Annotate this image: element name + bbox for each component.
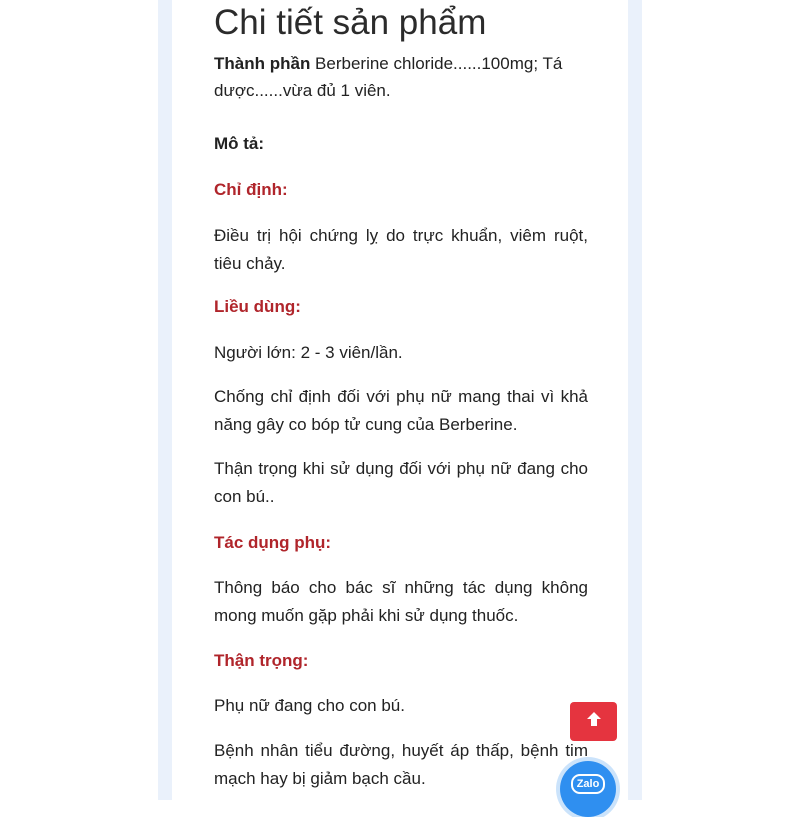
arrow-up-icon: [585, 710, 603, 733]
indication-text: Điều trị hội chứng lỵ do trực khuẩn, viêm ruột, tiêu chảy.: [214, 226, 588, 273]
precautions-text-2: Bệnh nhân tiểu đường, huyết áp thấp, bệnh tim mạch hay bị giảm bạch cầu.: [214, 741, 588, 788]
zalo-icon: Zalo: [571, 774, 606, 794]
dosage-heading: Liều dùng:: [214, 297, 301, 316]
ingredients-label: Thành phần: [214, 54, 311, 73]
indication-heading: Chỉ định:: [214, 180, 288, 199]
side-effects-heading: Tác dụng phụ:: [214, 533, 332, 552]
caution-breastfeeding-text: Thận trọng khi sử dụng đối với phụ nữ đang cho con bú..: [214, 459, 588, 506]
page-title: Chi tiết sản phẩm: [214, 3, 487, 42]
precautions-heading: Thận trọng:: [214, 651, 309, 670]
side-effects-text: Thông báo cho bác sĩ những tác dụng không mong muốn gặp phải khi sử dụng thuốc.: [214, 578, 588, 625]
ingredients-paragraph: [214, 50, 588, 104]
dosage-text: Người lớn: 2 - 3 viên/lần.: [214, 343, 403, 362]
ingredients-text: Berberine chloride......100mg; Tá dược......vừa đủ 1 viên.: [214, 54, 563, 100]
left-margin-band: [158, 0, 172, 800]
precautions-text-1: Phụ nữ đang cho con bú.: [214, 696, 405, 715]
zalo-chat-button[interactable]: [560, 761, 616, 817]
back-to-top-button[interactable]: [570, 702, 617, 741]
right-margin-band: [628, 0, 642, 800]
description-heading: Mô tả:: [214, 134, 265, 153]
contraindication-text: Chống chỉ định đối với phụ nữ mang thai vì khả năng gây co bóp tử cung của Berberine.: [214, 387, 588, 434]
